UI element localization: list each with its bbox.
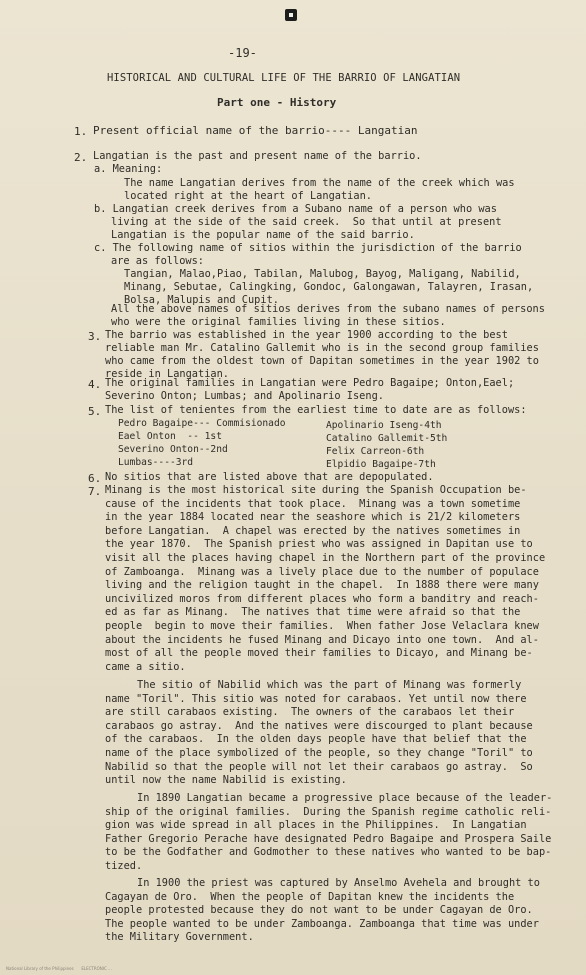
page-number: -19- bbox=[228, 46, 257, 60]
paragraph-line: name of the place symbolized of the people, so they change "Toril" to bbox=[105, 747, 533, 759]
paragraph-line: The sitio of Nabilid which was the part of Minang was formerly bbox=[137, 679, 522, 691]
item-2a-line: located right at the heart of Langatian. bbox=[124, 190, 372, 202]
item-3-line: The barrio was established in the year 1900 according to the best bbox=[105, 329, 508, 341]
item-number: 1. bbox=[74, 125, 88, 138]
item-3-line: reside in Langatian. bbox=[105, 368, 229, 380]
paragraph-line: uncivilized moros from different places who form a banditry and reach- bbox=[105, 592, 539, 605]
item-3-line: who came from the oldest town of Dapitan sometimes in the year 1902 to bbox=[105, 355, 539, 367]
paragraph-line: before Langatian. A chapel was erected by the natives sometimes in bbox=[105, 524, 521, 537]
paragraph-line: of the carabaos. In the olden days people have that belief that the bbox=[105, 733, 527, 746]
paragraph-line: the year 1870. The Spanish priest who was assigned in Dapitan use to bbox=[105, 538, 533, 551]
paragraph-line: ship of the original families. During the Spanish regime catholic reli- bbox=[105, 805, 552, 818]
paragraph-line: In 1900 the priest was captured by Anselmo Avehela and brought to bbox=[137, 877, 540, 889]
paragraph-line: ed as far as Minang. The natives that time were afraid so that the bbox=[105, 606, 521, 619]
paragraph-line: Nabilid so that the people will not let their carabaos go astray. So bbox=[105, 760, 533, 773]
item-4-line: Severino Onton; Lumbas; and Apolinario Iseng. bbox=[105, 390, 384, 402]
paragraph-line: visit all the places having chapel in the Northern part of the province bbox=[105, 552, 546, 564]
paragraph-line: cause of the incidents that took place. Minang was a town sometime bbox=[105, 497, 521, 510]
teniente-entry: Elpidio Bagaipe-7th bbox=[326, 459, 436, 470]
item-5-line: The list of tenientes from the earliest time to date are as follows: bbox=[105, 404, 527, 416]
item-2b-line: Langatian is the popular name of the said barrio. bbox=[111, 229, 415, 241]
teniente-entry: Eael Onton -- 1st bbox=[118, 431, 222, 442]
item-2c-line: All the above names of sitios derives from the subano names of persons bbox=[111, 303, 545, 315]
teniente-entry: Severino Onton--2nd bbox=[118, 444, 228, 455]
item-2-text: Langatian is the past and present name of the barrio. bbox=[93, 150, 422, 162]
item-2b-line: living at the side of the said creek. So that until at present bbox=[111, 216, 502, 228]
item-1-text: Present official name of the barrio---- Langatian bbox=[93, 124, 418, 137]
archive-footer: National Library of the Philippines ELECTRONIC ... bbox=[6, 966, 112, 971]
paragraph-line: The people wanted to be under Zamboanga. Zamboanga that time was under bbox=[105, 917, 539, 930]
item-number: 6. bbox=[88, 472, 102, 485]
teniente-entry: Catalino Gallemit-5th bbox=[326, 433, 448, 444]
item-2c-line: who were the original families living in these sitios. bbox=[111, 316, 446, 328]
paragraph-line: people protested because they do not want to be under Cagayan de Oro. bbox=[105, 904, 533, 917]
item-2c-line: are as follows: bbox=[111, 255, 204, 267]
paragraph-line: came a sitio. bbox=[105, 660, 186, 673]
paragraph-line: living and the religion taught in the chapel. In 1888 there were many bbox=[105, 579, 539, 592]
paragraph-line: are still carabaos existing. The owners of the carabaos let their bbox=[105, 706, 515, 719]
paragraph-line: name "Toril". This sitio was noted for carabaos. Yet until now there bbox=[105, 692, 527, 705]
paragraph-line: of Zamboanga. Minang was a lively place due to the number of populace bbox=[105, 565, 539, 578]
teniente-entry: Pedro Bagaipe--- Commisionado bbox=[118, 418, 286, 429]
paragraph-line: carabaos go astray. And the natives were discourged to plant because bbox=[105, 719, 533, 732]
item-4-line: The original families in Langatian were Pedro Bagaipe; Onton,Eael; bbox=[105, 377, 515, 389]
document-title: HISTORICAL AND CULTURAL LIFE OF THE BARRIO OF LANGATIAN bbox=[107, 72, 461, 84]
sitio-list-line: Minang, Sebutae, Calingking, Gondoc, Galongawan, Talayren, Irasan, bbox=[124, 281, 534, 293]
item-number: 7. bbox=[88, 485, 102, 498]
paragraph-line: gion was wide spread in all places in the Philippines. In Langatian bbox=[105, 819, 527, 832]
paragraph-line: people begin to move their families. When father Jose Velaclara knew bbox=[105, 620, 539, 632]
binder-clip-icon bbox=[285, 9, 297, 21]
sitio-list-line: Tangian, Malao,Piao, Tabilan, Malubog, Bayog, Maligang, Nabilid, bbox=[124, 268, 521, 280]
paragraph-line: In 1890 Langatian became a progressive place because of the leader- bbox=[137, 792, 553, 804]
item-number: 4. bbox=[88, 378, 102, 391]
item-6-text: No sitios that are listed above that are depopulated. bbox=[105, 471, 434, 483]
paragraph-line: about the incidents he fused Minang and Dicayo into one town. And al- bbox=[105, 633, 539, 646]
item-2b-line: b. Langatian creek derives from a Subano name of a person who was bbox=[94, 203, 497, 215]
paragraph-line: until now the name Nabilid is existing. bbox=[105, 774, 347, 787]
paragraph-line: most of all the people moved their families to Dicayo, and Minang be- bbox=[105, 647, 533, 660]
paragraph-line: Father Gregorio Perache have designated Pedro Bagaipe and Prospera Saile bbox=[105, 832, 552, 845]
item-number: 3. bbox=[88, 330, 102, 343]
teniente-entry: Apolinario Iseng-4th bbox=[326, 420, 442, 431]
item-2c-line: c. The following name of sitios within the jurisdiction of the barrio bbox=[94, 242, 522, 254]
paragraph-line: Cagayan de Oro. When the people of Dapitan knew the incidents the bbox=[105, 890, 515, 903]
teniente-entry: Lumbas----3rd bbox=[118, 457, 194, 468]
paragraph-line: in the year 1884 located near the seashore which is 21/2 kilometers bbox=[105, 511, 521, 524]
teniente-entry: Felix Carreon-6th bbox=[326, 446, 425, 457]
item-2a-line: The name Langatian derives from the name of the creek which was bbox=[124, 177, 515, 189]
item-number: 2. bbox=[74, 151, 88, 164]
paragraph-line: tized. bbox=[105, 860, 143, 872]
section-subtitle: Part one - History bbox=[217, 96, 337, 109]
item-number: 5. bbox=[88, 405, 102, 418]
paragraph-line: Minang is the most historical site during the Spanish Occupation be- bbox=[105, 484, 527, 496]
item-3-line: reliable man Mr. Catalino Gallemit who is in the second group families bbox=[105, 342, 539, 354]
paragraph-line: to be the Godfather and Godmother to these natives who wanted to be bap- bbox=[105, 846, 552, 859]
sitio-list-line: Bolsa, Malupis and Cupit. bbox=[124, 294, 279, 306]
item-2a-label: a. Meaning: bbox=[94, 163, 163, 175]
paragraph-line: the Military Government. bbox=[105, 931, 254, 944]
